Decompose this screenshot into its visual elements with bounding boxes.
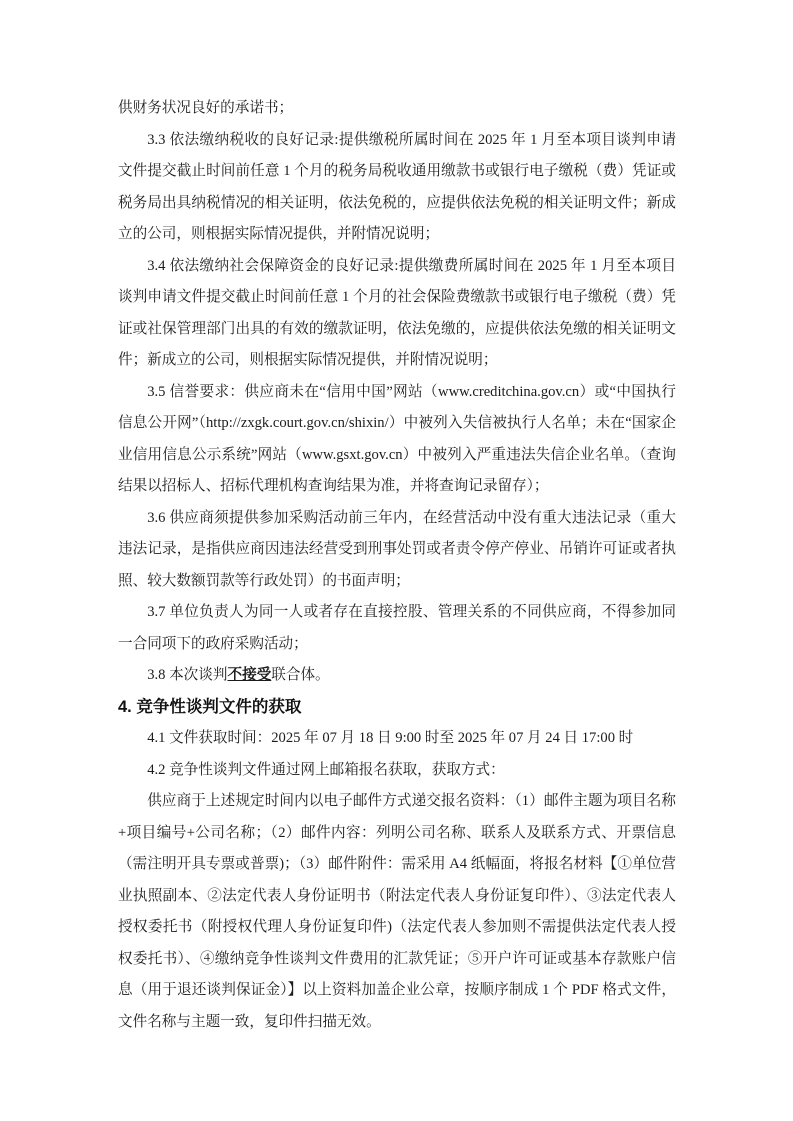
paragraph-financial-status-continuation: 供财务状况良好的承诺书； <box>118 100 294 116</box>
clause-3-5-credit-requirement: 3.5 信誉要求：供应商未在“信用中国”网站（www.creditchina.gov.cn）或“中国执行信息公开网”（http://zxgk.court.gov.cn/shixin/）中被列入失信被执行人名单；未在“国家企业信用信息公示系统”网站（www.gsxt.gov.cn）中被列入严重违法失信企业名单。（查询结果以招标人、招标代理机构查询结果为准，并将查询记录留存）； <box>118 383 676 494</box>
paragraph-email-submission-requirements: 供应商于上述规定时间内以电子邮件方式递交报名资料：（1）邮件主题为项目名称+项目编号+公司名称；（2）邮件内容：列明公司名称、联系人及联系方式、开票信息（需注明开具专票或普票)；（3）邮件附件：需采用 A4 纸幅面，将报名材料【①单位营业执照副本、②法定代表人身份证明书（附法定代表人身份证复印件）、③法定代表人授权委托书（附授权代理人身份证复印件)（法定代表人参加则不需提供法定代表人授权委托书）、④缴纳竞争性谈判文件费用的汇款凭证；⑤开户许可证或基本存款账户信息（用于退还谈判保证金）】以上资料加盖企业公章，按顺序制成 1 个 PDF 格式文件，文件名称与主题一致，复印件扫描无效。 <box>118 793 676 1030</box>
clause-3-8-emphasis-not-accepted: 不接受 <box>227 667 272 683</box>
clause-3-8-consortium-not-accepted <box>118 660 676 692</box>
section-4-heading-document-acquisition: 4. 竞争性谈判文件的获取 <box>118 697 302 716</box>
clause-3-3-tax-payment-record: 3.3 依法缴纳税收的良好记录:提供缴税所属时间在 2025 年 1 月至本项目谈判申请文件提交截止时间前任意 1 个月的税务局税收通用缴款书或银行电子缴税（费）凭证或税务局出具纳税情况的相关证明，依法免税的，应提供依法免税的相关证明文件；新成立的公司，则根据实际情况提供，并附情况说明； <box>118 131 676 242</box>
clause-3-8-suffix: 联合体。 <box>271 667 330 683</box>
clause-3-6-no-major-violation: 3.6 供应商须提供参加采购活动前三年内，在经营活动中没有重大违法记录（重大违法记录，是指供应商因违法经营受到刑事处罚或者责令停产停业、吊销许可证或者执照、较大数额罚款等行政处罚）的书面声明； <box>118 509 676 589</box>
clause-4-2-acquisition-method: 4.2 竞争性谈判文件通过网上邮箱报名获取，获取方式： <box>147 761 505 778</box>
clause-4-1-acquisition-time: 4.1 文件获取时间：2025 年 07 月 18 日 9:00 时至 2025 年 07 月 24 日 17:00 时 <box>147 730 634 746</box>
clause-3-8-prefix: 3.8 本次谈判 <box>147 667 228 683</box>
clause-3-4-social-security-record: 3.4 依法缴纳社会保障资金的良好记录:提供缴费所属时间在 2025 年 1 月至本项目谈判申请文件提交截止时间前任意 1 个月的社会保险费缴款书或银行电子缴税（费）凭证或社保管理部门出具的有效的缴款证明，依法免缴的，应提供依法免缴的相关证明文件；新成立的公司，则根据实际情况提供，并附情况说明； <box>118 257 676 368</box>
clause-3-7-same-responsible-person: 3.7 单位负责人为同一人或者存在直接控股、管理关系的不同供应商，不得参加同一合同项下的政府采购活动； <box>118 604 676 652</box>
